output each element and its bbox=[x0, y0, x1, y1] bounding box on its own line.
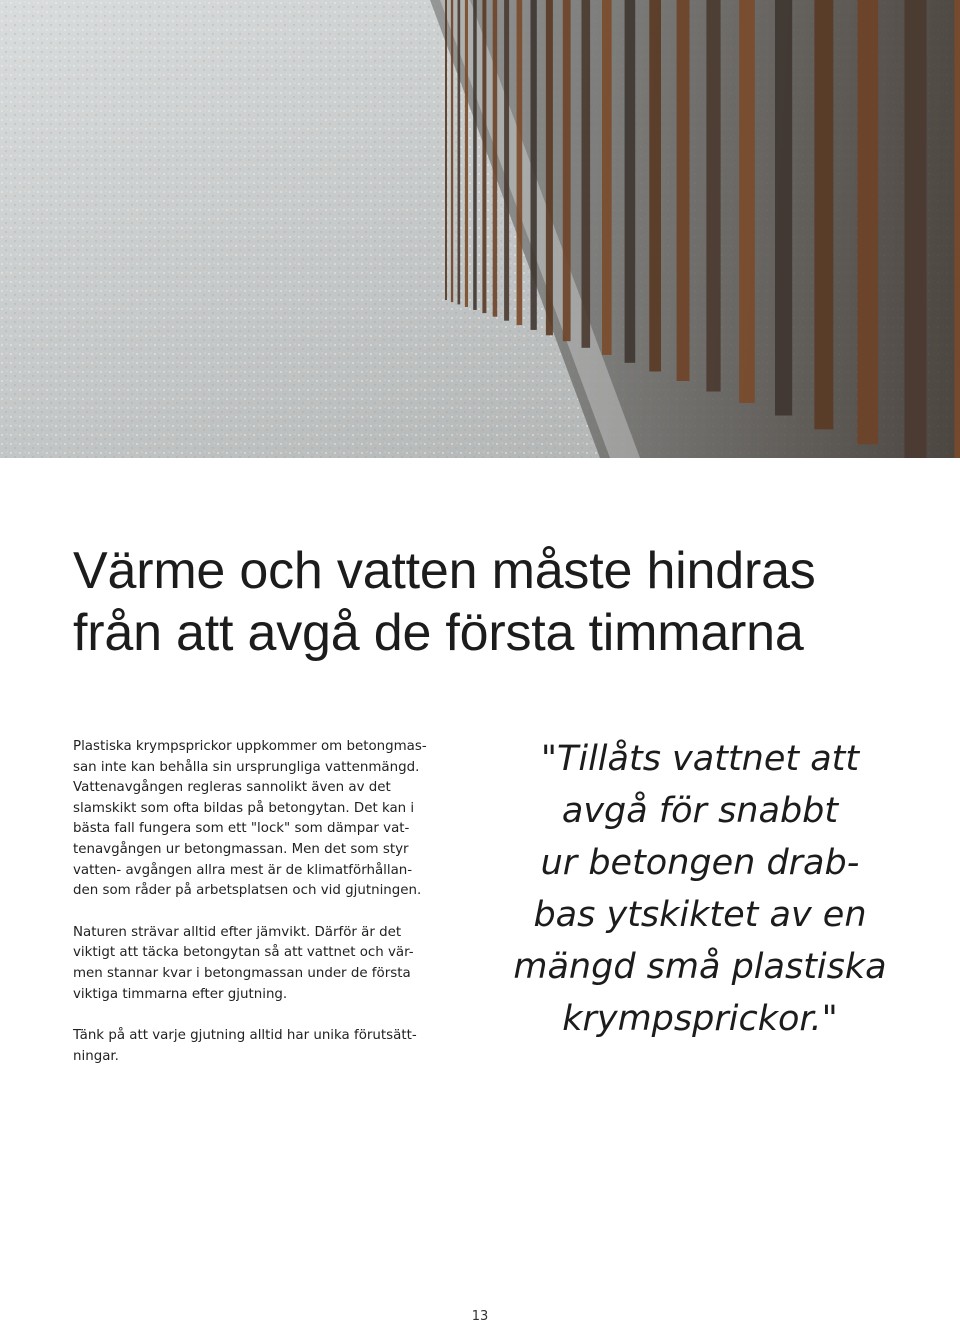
rebar-bar bbox=[625, 0, 636, 363]
page-headline bbox=[73, 540, 933, 664]
rebar-bar bbox=[775, 0, 792, 416]
rebar-bar bbox=[445, 0, 447, 300]
body-paragraph bbox=[73, 1026, 468, 1067]
rebar-bar bbox=[857, 0, 878, 444]
rebar-bar bbox=[582, 0, 591, 348]
rebar-bar bbox=[563, 0, 571, 341]
headline-line: Värme och vatten måste hindras bbox=[73, 542, 816, 600]
rebar-bar bbox=[706, 0, 720, 392]
rebar-bar bbox=[451, 0, 453, 302]
text-line: san inte kan behålla sin ursprungliga vattenmängd. bbox=[73, 759, 420, 775]
text-line: slamskikt som ofta bildas på betongytan. Det kan i bbox=[73, 800, 415, 816]
rebar-bar bbox=[504, 0, 509, 321]
rebar-bar bbox=[458, 0, 461, 304]
quote-line: avgå för snabbt bbox=[561, 791, 839, 831]
rebar-bar bbox=[531, 0, 537, 330]
quote-line: krympsprickor." bbox=[562, 999, 838, 1039]
quote-line: mängd små plastiska bbox=[513, 947, 887, 987]
page-number: 13 bbox=[471, 1309, 489, 1324]
text-line: Tänk på att varje gjutning alltid har unika förutsätt- bbox=[73, 1028, 417, 1044]
rebar-bar bbox=[517, 0, 523, 325]
text-line: bästa fall fungera som ett "lock" som dämpar vat- bbox=[73, 821, 410, 837]
rebar-bar bbox=[954, 0, 960, 458]
text-line: ningar. bbox=[73, 1048, 119, 1064]
rebar-bar bbox=[546, 0, 553, 335]
rebar-bar bbox=[649, 0, 661, 372]
headline-line: från att avgå de första timmarna bbox=[73, 604, 804, 662]
text-line: den som råder på arbetsplatsen och vid gjutningen. bbox=[73, 883, 422, 899]
text-line: Plastiska krympsprickor uppkommer om betongmas- bbox=[73, 739, 427, 754]
concrete-rebar-photo bbox=[0, 0, 960, 458]
rebar-bar bbox=[482, 0, 486, 313]
rebar-bar bbox=[739, 0, 755, 403]
concrete-with-rebar-image bbox=[0, 0, 960, 458]
text-line: Naturen strävar alltid efter jämvikt. Därför är det bbox=[73, 924, 402, 940]
text-line: tenavgången ur betongmassan. Men det som styr bbox=[73, 841, 409, 857]
rebar-bar bbox=[493, 0, 498, 317]
rebar-bar bbox=[905, 0, 927, 458]
rebar-bar bbox=[814, 0, 833, 429]
quote-line: bas ytskiktet av en bbox=[533, 895, 867, 935]
text-line: men stannar kvar i betongmassan under de första bbox=[73, 965, 411, 981]
text-line: Vattenavgången regleras sannolikt även av det bbox=[73, 780, 391, 796]
quote-line: ur betongen drab- bbox=[540, 843, 860, 883]
rebar-bar bbox=[473, 0, 477, 310]
quote-line: "Tillåts vattnet att bbox=[540, 739, 860, 779]
body-paragraph bbox=[73, 737, 468, 902]
rebar-bar bbox=[677, 0, 690, 381]
text-line: vatten- avgången allra mest är de klimatförhållan- bbox=[73, 862, 413, 878]
body-text-column bbox=[73, 737, 468, 1088]
rebar-bar bbox=[602, 0, 612, 355]
body-paragraph bbox=[73, 923, 468, 1005]
pull-quote bbox=[490, 733, 910, 1045]
text-line: viktiga timmarna efter gjutning. bbox=[73, 986, 288, 1002]
rebar-bar bbox=[465, 0, 468, 307]
text-line: viktigt att täcka betongytan så att vattnet och vär- bbox=[73, 945, 414, 961]
